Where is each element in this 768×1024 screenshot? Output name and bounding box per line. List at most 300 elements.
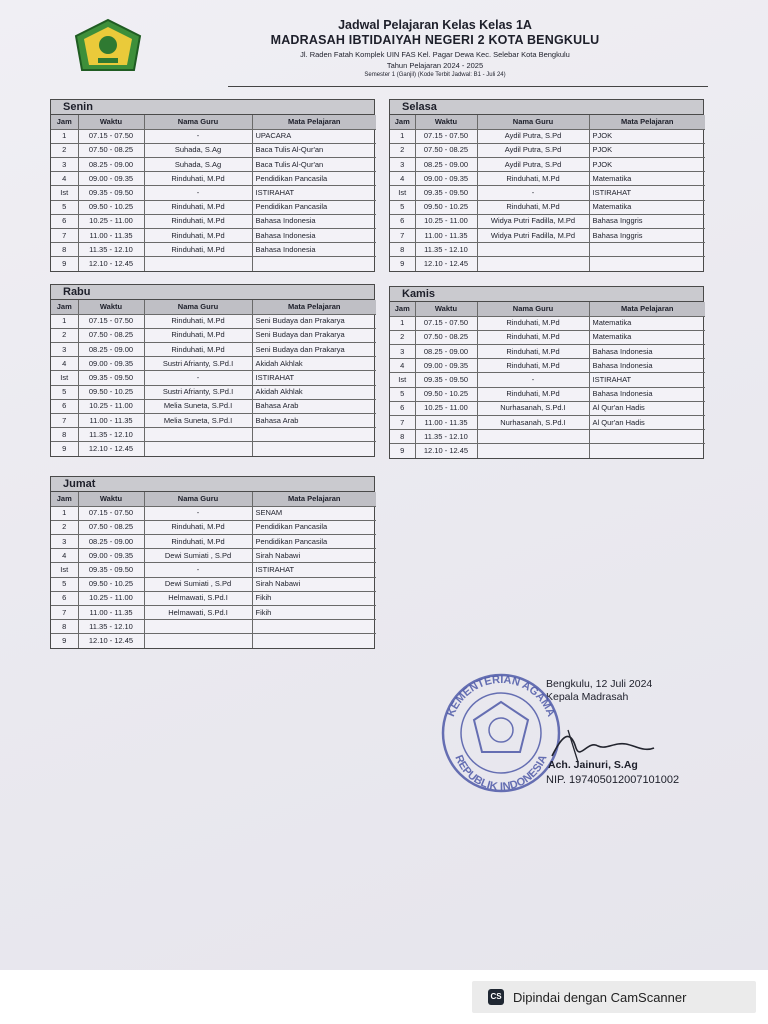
cell-mapel bbox=[252, 442, 376, 456]
cell-jam: 4 bbox=[390, 172, 415, 186]
table-row bbox=[51, 343, 376, 357]
cell-mapel: ISTIRAHAT bbox=[589, 186, 705, 200]
day-title: Kamis bbox=[390, 287, 703, 302]
col-jam: Jam bbox=[51, 115, 78, 129]
cell-guru: Rinduhati, M.Pd bbox=[477, 330, 589, 344]
col-guru: Nama Guru bbox=[144, 492, 252, 506]
cell-waktu: 09.50 - 10.25 bbox=[415, 200, 477, 214]
table-row bbox=[51, 606, 376, 620]
day-title: Rabu bbox=[51, 285, 374, 300]
cell-jam: 6 bbox=[51, 399, 78, 413]
table-row bbox=[51, 634, 376, 648]
cell-guru bbox=[144, 428, 252, 442]
cell-waktu: 08.25 - 09.00 bbox=[415, 345, 477, 359]
cell-waktu: 08.25 - 09.00 bbox=[415, 158, 477, 172]
cell-mapel: PJOK bbox=[589, 158, 705, 172]
cell-jam: 6 bbox=[51, 591, 78, 605]
cell-mapel: Al Qur'an Hadis bbox=[589, 401, 705, 415]
cell-jam: 7 bbox=[390, 416, 415, 430]
table-row bbox=[51, 385, 376, 399]
cell-jam: 2 bbox=[390, 143, 415, 157]
cell-guru: Sustri Afrianty, S.Pd.I bbox=[144, 385, 252, 399]
cell-guru: Rinduhati, M.Pd bbox=[144, 314, 252, 328]
cell-mapel: Al Qur'an Hadis bbox=[589, 416, 705, 430]
table-row bbox=[51, 371, 376, 385]
cell-waktu: 09.00 - 09.35 bbox=[78, 357, 144, 371]
cell-mapel: Bahasa Arab bbox=[252, 414, 376, 428]
table-row bbox=[51, 577, 376, 591]
cell-waktu: 12.10 - 12.45 bbox=[415, 444, 477, 458]
cell-guru: - bbox=[144, 506, 252, 520]
cell-guru bbox=[144, 442, 252, 456]
schedule-senin bbox=[50, 99, 375, 272]
cell-guru: Rinduhati, M.Pd bbox=[144, 214, 252, 228]
cell-mapel bbox=[252, 620, 376, 634]
cell-waktu: 11.35 - 12.10 bbox=[78, 243, 144, 257]
cell-guru: Melia Suneta, S.Pd.I bbox=[144, 399, 252, 413]
table-row bbox=[51, 563, 376, 577]
cell-jam: 8 bbox=[51, 428, 78, 442]
cell-mapel: Akidah Akhlak bbox=[252, 385, 376, 399]
svg-text:KEMENTERIAN AGAMA: KEMENTERIAN AGAMA bbox=[445, 673, 557, 719]
camscanner-watermark bbox=[472, 981, 756, 1013]
cell-mapel: Seni Budaya dan Prakarya bbox=[252, 314, 376, 328]
cell-jam: 4 bbox=[390, 359, 415, 373]
cell-waktu: 08.25 - 09.00 bbox=[78, 535, 144, 549]
cell-mapel: Sirah Nabawi bbox=[252, 577, 376, 591]
cell-waktu: 09.00 - 09.35 bbox=[415, 172, 477, 186]
col-waktu: Waktu bbox=[78, 300, 144, 314]
cell-jam: 4 bbox=[51, 357, 78, 371]
table-row bbox=[390, 143, 705, 157]
cell-guru: Dewi Sumiati , S.Pd bbox=[144, 549, 252, 563]
cell-mapel: Bahasa Indonesia bbox=[589, 387, 705, 401]
table-row bbox=[390, 345, 705, 359]
cell-waktu: 11.00 - 11.35 bbox=[78, 414, 144, 428]
col-guru: Nama Guru bbox=[144, 300, 252, 314]
cell-mapel: Fikih bbox=[252, 591, 376, 605]
cell-guru: Aydil Putra, S.Pd bbox=[477, 143, 589, 157]
table-row bbox=[51, 520, 376, 534]
table-row bbox=[51, 428, 376, 442]
table-row bbox=[51, 143, 376, 157]
cell-guru: - bbox=[144, 563, 252, 577]
table-row bbox=[390, 373, 705, 387]
table-row bbox=[51, 172, 376, 186]
schedule-title: Jadwal Pelajaran Kelas Kelas 1A bbox=[338, 18, 532, 32]
cell-guru: Rinduhati, M.Pd bbox=[144, 535, 252, 549]
col-waktu: Waktu bbox=[415, 302, 477, 316]
schedule-selasa bbox=[389, 99, 704, 272]
cell-guru: Helmawati, S.Pd.I bbox=[144, 591, 252, 605]
cell-waktu: 11.00 - 11.35 bbox=[415, 416, 477, 430]
school-name: MADRASAH IBTIDAIYAH NEGERI 2 KOTA BENGKULU bbox=[270, 33, 600, 47]
table-row bbox=[51, 229, 376, 243]
cell-jam: 2 bbox=[51, 520, 78, 534]
cell-mapel: Sirah Nabawi bbox=[252, 549, 376, 563]
schedule-kamis bbox=[389, 286, 704, 459]
col-jam: Jam bbox=[390, 302, 415, 316]
cell-jam: 3 bbox=[51, 158, 78, 172]
cell-mapel: Pendidikan Pancasila bbox=[252, 520, 376, 534]
cell-mapel: Matematika bbox=[589, 172, 705, 186]
cell-guru: Widya Putri Fadilla, M.Pd bbox=[477, 214, 589, 228]
cell-mapel: PJOK bbox=[589, 143, 705, 157]
cell-jam: 1 bbox=[51, 506, 78, 520]
cell-guru: Sustri Afrianty, S.Pd.I bbox=[144, 357, 252, 371]
camscanner-label: Dipindai dengan CamScanner bbox=[513, 989, 687, 1005]
cell-guru: Nurhasanah, S.Pd.I bbox=[477, 401, 589, 415]
cell-waktu: 09.50 - 10.25 bbox=[78, 577, 144, 591]
col-guru: Nama Guru bbox=[144, 115, 252, 129]
table-row bbox=[51, 442, 376, 456]
cell-waktu: 09.35 - 09.50 bbox=[415, 373, 477, 387]
cell-guru: Suhada, S.Ag bbox=[144, 158, 252, 172]
cell-jam: 7 bbox=[51, 414, 78, 428]
cell-mapel: Bahasa Inggris bbox=[589, 229, 705, 243]
cell-mapel bbox=[252, 257, 376, 271]
cell-mapel: Bahasa Indonesia bbox=[252, 229, 376, 243]
cell-mapel: Seni Budaya dan Prakarya bbox=[252, 343, 376, 357]
col-waktu: Waktu bbox=[415, 115, 477, 129]
cell-jam: 4 bbox=[51, 172, 78, 186]
col-mapel: Mata Pelajaran bbox=[252, 115, 376, 129]
schedule-table bbox=[51, 115, 376, 271]
cell-waktu: 07.50 - 08.25 bbox=[415, 330, 477, 344]
kemenag-logo bbox=[72, 18, 144, 74]
cell-mapel bbox=[589, 430, 705, 444]
cell-waktu: 08.25 - 09.00 bbox=[78, 343, 144, 357]
cell-mapel bbox=[589, 444, 705, 458]
cell-jam: 6 bbox=[51, 214, 78, 228]
cell-jam: 1 bbox=[390, 129, 415, 143]
schedule-table bbox=[390, 115, 705, 271]
cell-guru: Rinduhati, M.Pd bbox=[144, 229, 252, 243]
cell-waktu: 09.50 - 10.25 bbox=[78, 200, 144, 214]
principal-name: Ach. Jainuri, S.Ag bbox=[548, 759, 638, 771]
table-row bbox=[51, 129, 376, 143]
cell-guru: Widya Putri Fadilla, M.Pd bbox=[477, 229, 589, 243]
cell-mapel bbox=[589, 243, 705, 257]
cell-jam: 5 bbox=[390, 387, 415, 401]
school-address: Jl. Raden Fatah Komplek UIN FAS Kel. Pagar Dewa Kec. Selebar Kota Bengkulu bbox=[300, 50, 570, 59]
cell-guru: Rinduhati, M.Pd bbox=[144, 200, 252, 214]
cell-waktu: 09.35 - 09.50 bbox=[78, 186, 144, 200]
cell-jam: 5 bbox=[51, 385, 78, 399]
cell-jam: 1 bbox=[51, 129, 78, 143]
cell-guru: Suhada, S.Ag bbox=[144, 143, 252, 157]
cell-guru: Nurhasanah, S.Pd.I bbox=[477, 416, 589, 430]
cell-mapel: Bahasa Indonesia bbox=[589, 359, 705, 373]
cell-waktu: 07.15 - 07.50 bbox=[78, 129, 144, 143]
cell-guru: - bbox=[144, 186, 252, 200]
schedule-table bbox=[390, 302, 705, 458]
col-mapel: Mata Pelajaran bbox=[252, 492, 376, 506]
cell-waktu: 07.50 - 08.25 bbox=[78, 328, 144, 342]
cell-waktu: 09.35 - 09.50 bbox=[415, 186, 477, 200]
cell-mapel: PJOK bbox=[589, 129, 705, 143]
table-row bbox=[390, 430, 705, 444]
col-guru: Nama Guru bbox=[477, 302, 589, 316]
cell-guru: Aydil Putra, S.Pd bbox=[477, 129, 589, 143]
cell-mapel: Pendidikan Pancasila bbox=[252, 535, 376, 549]
col-mapel: Mata Pelajaran bbox=[252, 300, 376, 314]
signature-role: Kepala Madrasah bbox=[546, 691, 629, 703]
cell-jam: 9 bbox=[390, 444, 415, 458]
cell-jam: Ist bbox=[390, 186, 415, 200]
cell-guru: Rinduhati, M.Pd bbox=[144, 243, 252, 257]
cell-jam: 9 bbox=[51, 257, 78, 271]
table-row bbox=[51, 506, 376, 520]
cell-waktu: 09.00 - 09.35 bbox=[78, 549, 144, 563]
cell-guru: Rinduhati, M.Pd bbox=[144, 328, 252, 342]
cell-mapel: Pendidikan Pancasila bbox=[252, 200, 376, 214]
cell-waktu: 07.50 - 08.25 bbox=[78, 143, 144, 157]
cell-jam: 1 bbox=[51, 314, 78, 328]
cell-jam: Ist bbox=[390, 373, 415, 387]
cell-waktu: 11.00 - 11.35 bbox=[78, 229, 144, 243]
cell-waktu: 12.10 - 12.45 bbox=[415, 257, 477, 271]
cell-mapel bbox=[589, 257, 705, 271]
schedule-rabu bbox=[50, 284, 375, 457]
table-row bbox=[390, 416, 705, 430]
cell-jam: 7 bbox=[390, 229, 415, 243]
col-mapel: Mata Pelajaran bbox=[589, 302, 705, 316]
table-row bbox=[390, 158, 705, 172]
cell-guru bbox=[477, 243, 589, 257]
cell-guru: Helmawati, S.Pd.I bbox=[144, 606, 252, 620]
table-row bbox=[390, 387, 705, 401]
cell-waktu: 11.35 - 12.10 bbox=[415, 243, 477, 257]
cell-mapel: Matematika bbox=[589, 330, 705, 344]
cell-guru bbox=[477, 430, 589, 444]
table-row bbox=[390, 316, 705, 330]
cell-jam: 6 bbox=[390, 214, 415, 228]
cell-mapel: ISTIRAHAT bbox=[252, 563, 376, 577]
cell-mapel: Bahasa Arab bbox=[252, 399, 376, 413]
table-row bbox=[390, 401, 705, 415]
table-row bbox=[390, 214, 705, 228]
cell-mapel bbox=[252, 428, 376, 442]
cell-jam: Ist bbox=[51, 563, 78, 577]
cell-waktu: 09.35 - 09.50 bbox=[78, 563, 144, 577]
table-row bbox=[51, 549, 376, 563]
col-waktu: Waktu bbox=[78, 115, 144, 129]
cell-jam: 7 bbox=[51, 229, 78, 243]
table-row bbox=[390, 359, 705, 373]
cell-jam: Ist bbox=[51, 186, 78, 200]
cell-waktu: 10.25 - 11.00 bbox=[415, 401, 477, 415]
header-divider bbox=[228, 86, 708, 87]
schedule-jumat bbox=[50, 476, 375, 649]
cell-jam: 8 bbox=[390, 243, 415, 257]
table-row bbox=[51, 186, 376, 200]
col-mapel: Mata Pelajaran bbox=[589, 115, 705, 129]
cell-jam: 3 bbox=[390, 158, 415, 172]
cell-guru: Rinduhati, M.Pd bbox=[477, 200, 589, 214]
cell-guru bbox=[144, 257, 252, 271]
cell-mapel: ISTIRAHAT bbox=[252, 186, 376, 200]
cell-jam: 2 bbox=[51, 143, 78, 157]
table-row bbox=[390, 243, 705, 257]
cell-guru bbox=[477, 257, 589, 271]
cell-waktu: 07.15 - 07.50 bbox=[78, 314, 144, 328]
cell-waktu: 11.00 - 11.35 bbox=[415, 229, 477, 243]
cell-mapel: Matematika bbox=[589, 316, 705, 330]
cell-waktu: 09.00 - 09.35 bbox=[78, 172, 144, 186]
table-row bbox=[390, 186, 705, 200]
cell-guru: Melia Suneta, S.Pd.I bbox=[144, 414, 252, 428]
cell-guru bbox=[144, 634, 252, 648]
academic-year: Tahun Pelajaran 2024 - 2025 bbox=[386, 61, 484, 70]
table-row bbox=[51, 591, 376, 605]
cell-mapel: Akidah Akhlak bbox=[252, 357, 376, 371]
table-row bbox=[51, 357, 376, 371]
table-row bbox=[51, 414, 376, 428]
cell-jam: 3 bbox=[390, 345, 415, 359]
document-header bbox=[200, 18, 670, 78]
table-row bbox=[51, 257, 376, 271]
cell-waktu: 11.00 - 11.35 bbox=[78, 606, 144, 620]
schedule-table bbox=[51, 300, 376, 456]
cell-jam: 2 bbox=[51, 328, 78, 342]
cell-waktu: 11.35 - 12.10 bbox=[415, 430, 477, 444]
principal-nip: NIP. 197405012007101002 bbox=[546, 774, 680, 786]
cell-mapel: Bahasa Indonesia bbox=[589, 345, 705, 359]
cell-mapel: Bahasa Indonesia bbox=[252, 214, 376, 228]
cell-waktu: 12.10 - 12.45 bbox=[78, 634, 144, 648]
cell-guru bbox=[477, 444, 589, 458]
cell-waktu: 09.00 - 09.35 bbox=[415, 359, 477, 373]
cell-jam: 2 bbox=[390, 330, 415, 344]
cell-mapel: Fikih bbox=[252, 606, 376, 620]
cell-jam: 7 bbox=[51, 606, 78, 620]
cell-guru: Dewi Sumiati , S.Pd bbox=[144, 577, 252, 591]
table-row bbox=[51, 200, 376, 214]
table-row bbox=[51, 399, 376, 413]
table-row bbox=[51, 214, 376, 228]
cell-jam: Ist bbox=[51, 371, 78, 385]
cell-jam: 3 bbox=[51, 343, 78, 357]
cell-mapel: Pendidikan Pancasila bbox=[252, 172, 376, 186]
svg-text:REPUBLIK INDONESIA: REPUBLIK INDONESIA bbox=[452, 753, 550, 794]
cell-mapel: ISTIRAHAT bbox=[589, 373, 705, 387]
table-row bbox=[390, 229, 705, 243]
cell-guru: Rinduhati, M.Pd bbox=[477, 359, 589, 373]
cell-waktu: 08.25 - 09.00 bbox=[78, 158, 144, 172]
cell-waktu: 12.10 - 12.45 bbox=[78, 442, 144, 456]
cell-guru bbox=[144, 620, 252, 634]
cell-waktu: 10.25 - 11.00 bbox=[78, 591, 144, 605]
table-row bbox=[51, 158, 376, 172]
cell-jam: 6 bbox=[390, 401, 415, 415]
col-jam: Jam bbox=[51, 492, 78, 506]
cell-mapel: Baca Tulis Al-Qur'an bbox=[252, 158, 376, 172]
col-guru: Nama Guru bbox=[477, 115, 589, 129]
cell-guru: Rinduhati, M.Pd bbox=[144, 520, 252, 534]
cell-guru: - bbox=[144, 129, 252, 143]
cell-mapel: Baca Tulis Al-Qur'an bbox=[252, 143, 376, 157]
table-row bbox=[51, 620, 376, 634]
table-row bbox=[390, 444, 705, 458]
cell-waktu: 07.50 - 08.25 bbox=[415, 143, 477, 157]
cell-mapel: Bahasa Indonesia bbox=[252, 243, 376, 257]
col-jam: Jam bbox=[390, 115, 415, 129]
cell-waktu: 07.15 - 07.50 bbox=[415, 316, 477, 330]
cell-jam: 3 bbox=[51, 535, 78, 549]
cell-jam: 8 bbox=[390, 430, 415, 444]
cell-guru: Aydil Putra, S.Pd bbox=[477, 158, 589, 172]
cell-mapel bbox=[252, 634, 376, 648]
cell-waktu: 12.10 - 12.45 bbox=[78, 257, 144, 271]
cell-waktu: 10.25 - 11.00 bbox=[415, 214, 477, 228]
cell-jam: 9 bbox=[51, 442, 78, 456]
cell-mapel: SENAM bbox=[252, 506, 376, 520]
cell-guru: Rinduhati, M.Pd bbox=[477, 387, 589, 401]
cell-waktu: 07.15 - 07.50 bbox=[78, 506, 144, 520]
cell-guru: - bbox=[144, 371, 252, 385]
cell-waktu: 07.50 - 08.25 bbox=[78, 520, 144, 534]
cell-jam: 9 bbox=[390, 257, 415, 271]
schedule-table bbox=[51, 492, 376, 648]
col-jam: Jam bbox=[51, 300, 78, 314]
cell-jam: 5 bbox=[390, 200, 415, 214]
cell-guru: Rinduhati, M.Pd bbox=[477, 172, 589, 186]
camscanner-icon: CS bbox=[488, 989, 504, 1005]
cell-guru: - bbox=[477, 373, 589, 387]
cell-waktu: 09.50 - 10.25 bbox=[415, 387, 477, 401]
table-row bbox=[390, 172, 705, 186]
cell-guru: - bbox=[477, 186, 589, 200]
cell-guru: Rinduhati, M.Pd bbox=[477, 345, 589, 359]
cell-jam: 8 bbox=[51, 243, 78, 257]
cell-mapel: UPACARA bbox=[252, 129, 376, 143]
cell-jam: 5 bbox=[51, 577, 78, 591]
cell-mapel: Bahasa Inggris bbox=[589, 214, 705, 228]
table-row bbox=[390, 257, 705, 271]
table-row bbox=[390, 129, 705, 143]
cell-mapel: Seni Budaya dan Prakarya bbox=[252, 328, 376, 342]
semester-info: Semester 1 (Ganjil) (Kode Terbit Jadwal: B1 - Juli 24) bbox=[364, 72, 506, 78]
table-row bbox=[390, 330, 705, 344]
cell-waktu: 11.35 - 12.10 bbox=[78, 620, 144, 634]
cell-jam: 5 bbox=[51, 200, 78, 214]
col-waktu: Waktu bbox=[78, 492, 144, 506]
cell-waktu: 07.15 - 07.50 bbox=[415, 129, 477, 143]
cell-waktu: 10.25 - 11.00 bbox=[78, 399, 144, 413]
signature-place-date: Bengkulu, 12 Juli 2024 bbox=[546, 678, 653, 690]
day-title: Selasa bbox=[390, 100, 703, 115]
table-row bbox=[390, 200, 705, 214]
cell-jam: 4 bbox=[51, 549, 78, 563]
table-row bbox=[51, 314, 376, 328]
cell-guru: Rinduhati, M.Pd bbox=[477, 316, 589, 330]
cell-jam: 1 bbox=[390, 316, 415, 330]
cell-jam: 8 bbox=[51, 620, 78, 634]
cell-waktu: 09.35 - 09.50 bbox=[78, 371, 144, 385]
cell-guru: Rinduhati, M.Pd bbox=[144, 343, 252, 357]
day-title: Jumat bbox=[51, 477, 374, 492]
cell-guru: Rinduhati, M.Pd bbox=[144, 172, 252, 186]
day-title: Senin bbox=[51, 100, 374, 115]
table-row bbox=[51, 535, 376, 549]
cell-waktu: 09.50 - 10.25 bbox=[78, 385, 144, 399]
cell-jam: 9 bbox=[51, 634, 78, 648]
cell-waktu: 11.35 - 12.10 bbox=[78, 428, 144, 442]
cell-waktu: 10.25 - 11.00 bbox=[78, 214, 144, 228]
table-row bbox=[51, 243, 376, 257]
cell-mapel: ISTIRAHAT bbox=[252, 371, 376, 385]
